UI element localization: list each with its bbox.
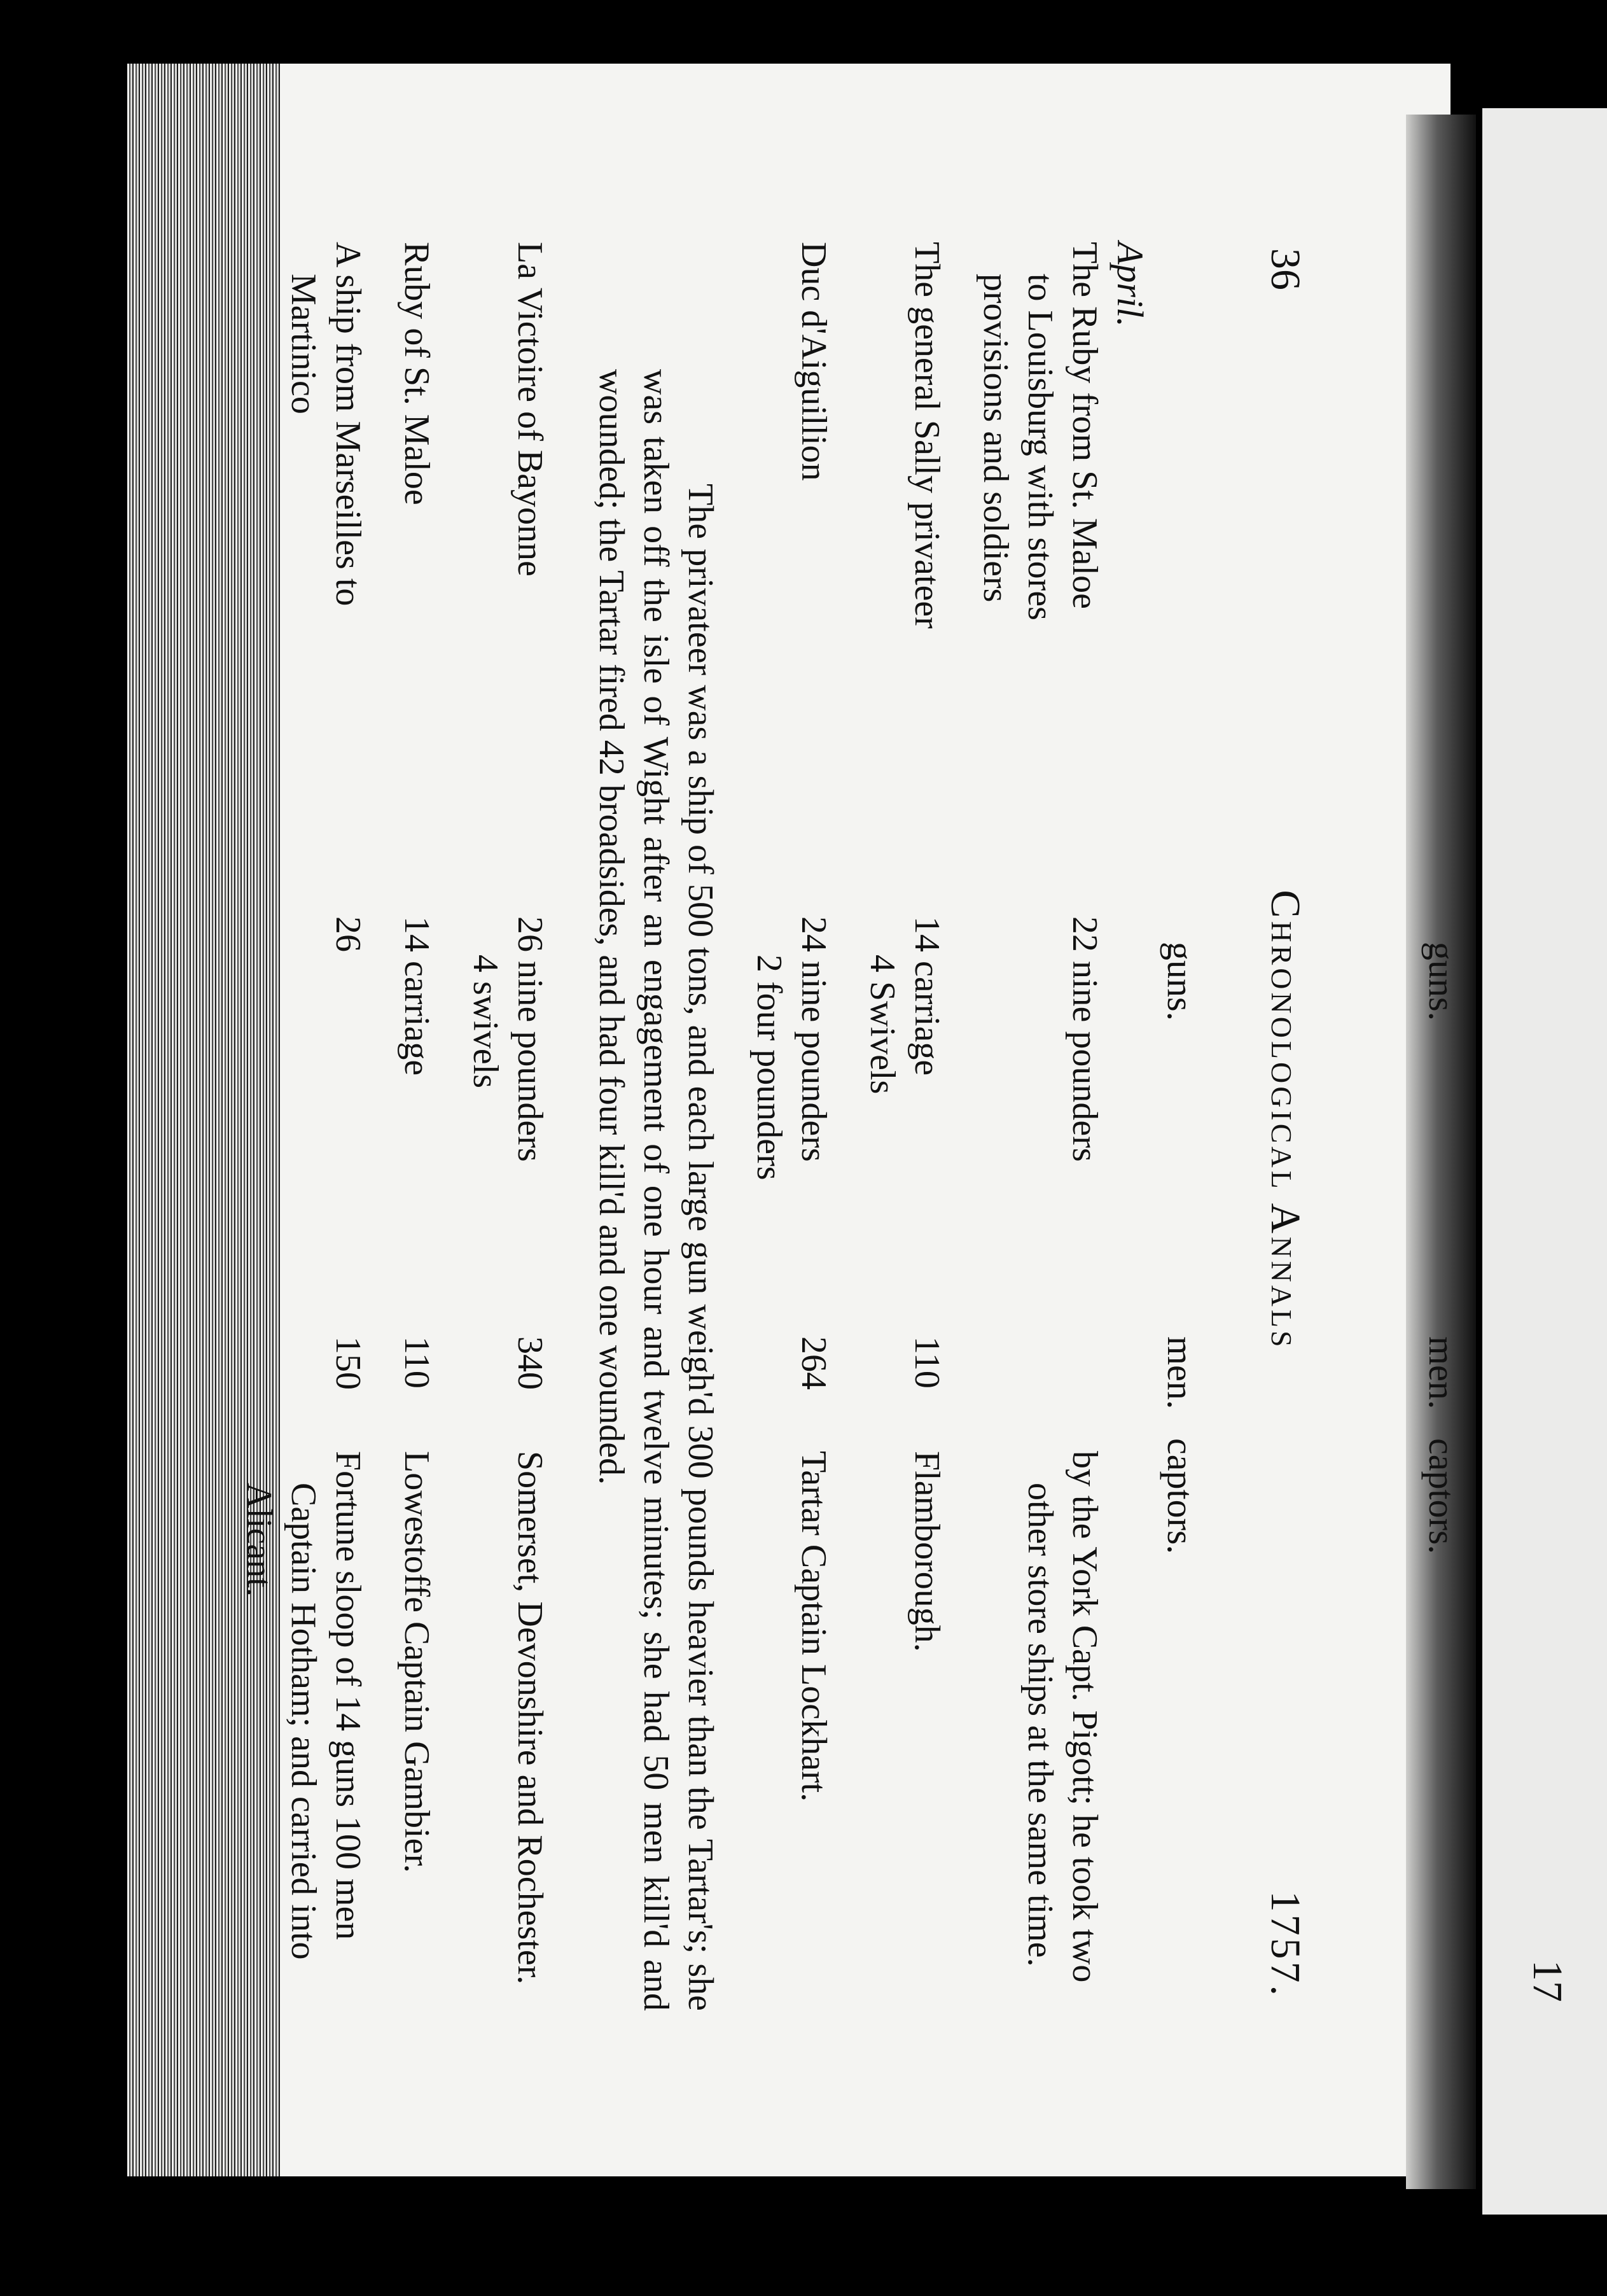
- men-cell: 340: [510, 1336, 550, 1390]
- ship-name: Ruby of St. Maloe: [397, 242, 436, 505]
- guns-line: 4 Swivels: [863, 955, 902, 1095]
- guns-cell: [860, 916, 949, 1324]
- men-cell: 110: [397, 1336, 436, 1389]
- guns-line: 26 nine pounders: [510, 916, 550, 1162]
- guns-cell: [463, 916, 552, 1324]
- ship-name: La Victoire of Bayonne: [510, 242, 550, 577]
- guns-line: 14 carriage: [907, 916, 947, 1076]
- month-label: April.: [1110, 242, 1151, 327]
- men-cell: 110: [907, 1336, 947, 1389]
- guns-line: 14 carriage: [397, 916, 436, 1076]
- captors-cell: Lowestoffe Captain Gambier.: [397, 1451, 436, 1873]
- page-number: 36: [1262, 248, 1309, 290]
- year: 1757.: [1262, 1891, 1309, 1998]
- guns-cell: [1062, 916, 1107, 1324]
- running-head: [1260, 242, 1311, 1998]
- column-header-men: men.: [1160, 1336, 1201, 1410]
- column-header-guns: guns.: [1160, 942, 1201, 1021]
- facing-page-content: [1421, 242, 1571, 2176]
- captors-cell: Fortune sloop of 14 guns 100 men Captain Hotham; and carried into Alicant.: [239, 1451, 368, 1960]
- captors-cell: Flamborough.: [907, 1451, 947, 1652]
- ship-name: Duc d'Aiguillion: [794, 242, 833, 481]
- table-row: [860, 242, 949, 2011]
- facing-column-header-guns: guns.: [1421, 942, 1463, 1021]
- facing-column-header-captors: captors.: [1421, 1438, 1463, 1554]
- guns-line: 2 four pounders: [749, 955, 789, 1180]
- ship-name: The Ruby from St. Maloe to Louisburg with stores provisions and soldiers: [976, 242, 1104, 620]
- guns-line: 4 swivels: [466, 955, 505, 1088]
- page-content: [239, 242, 1311, 2176]
- ship-name: A ship from Marseilles to Martinico: [284, 242, 368, 606]
- column-header-captors: captors.: [1160, 1438, 1201, 1554]
- narrative-paragraph: The privateer was a ship of 500 tons, and each large gun weigh'd 300 pounds heavier than the Tartar's; she was taken off the isle of Wight after an engagement of one hour and twelve minutes; she had 50 men kill'd and wounded; the Tartar fired 42 broadsides, and had four kill'd and one wounded.: [592, 369, 720, 2011]
- men-cell: 150: [328, 1336, 368, 1390]
- running-title: Chronological Annals: [1262, 890, 1309, 1350]
- guns-cell: [747, 916, 836, 1324]
- table-row: [747, 242, 836, 2011]
- facing-page-number: 17: [1524, 1960, 1571, 2002]
- guns-cell: [394, 916, 439, 1324]
- table-row: [394, 242, 439, 2011]
- guns-cell: [326, 916, 370, 1324]
- capture-table: [212, 242, 1107, 2011]
- facing-column-header-men: men.: [1421, 1336, 1463, 1410]
- table-row: [463, 242, 552, 2011]
- men-cell: 264: [794, 1336, 833, 1390]
- table-row: [237, 242, 370, 2011]
- guns-line: 24 nine pounders: [794, 916, 833, 1162]
- guns-line: 22 nine pounders: [1065, 916, 1104, 1162]
- captors-cell: Tartar Captain Lockhart.: [794, 1451, 833, 1802]
- guns-line: 26: [328, 916, 368, 952]
- captors-cell: by the York Capt. Pigott; he took two other store ships at the same time.: [1020, 1451, 1104, 1983]
- ship-name: The general Sally privateer: [907, 242, 947, 629]
- captors-cell: Somerset, Devonshire and Rochester.: [510, 1451, 550, 1985]
- table-row: [973, 242, 1107, 2011]
